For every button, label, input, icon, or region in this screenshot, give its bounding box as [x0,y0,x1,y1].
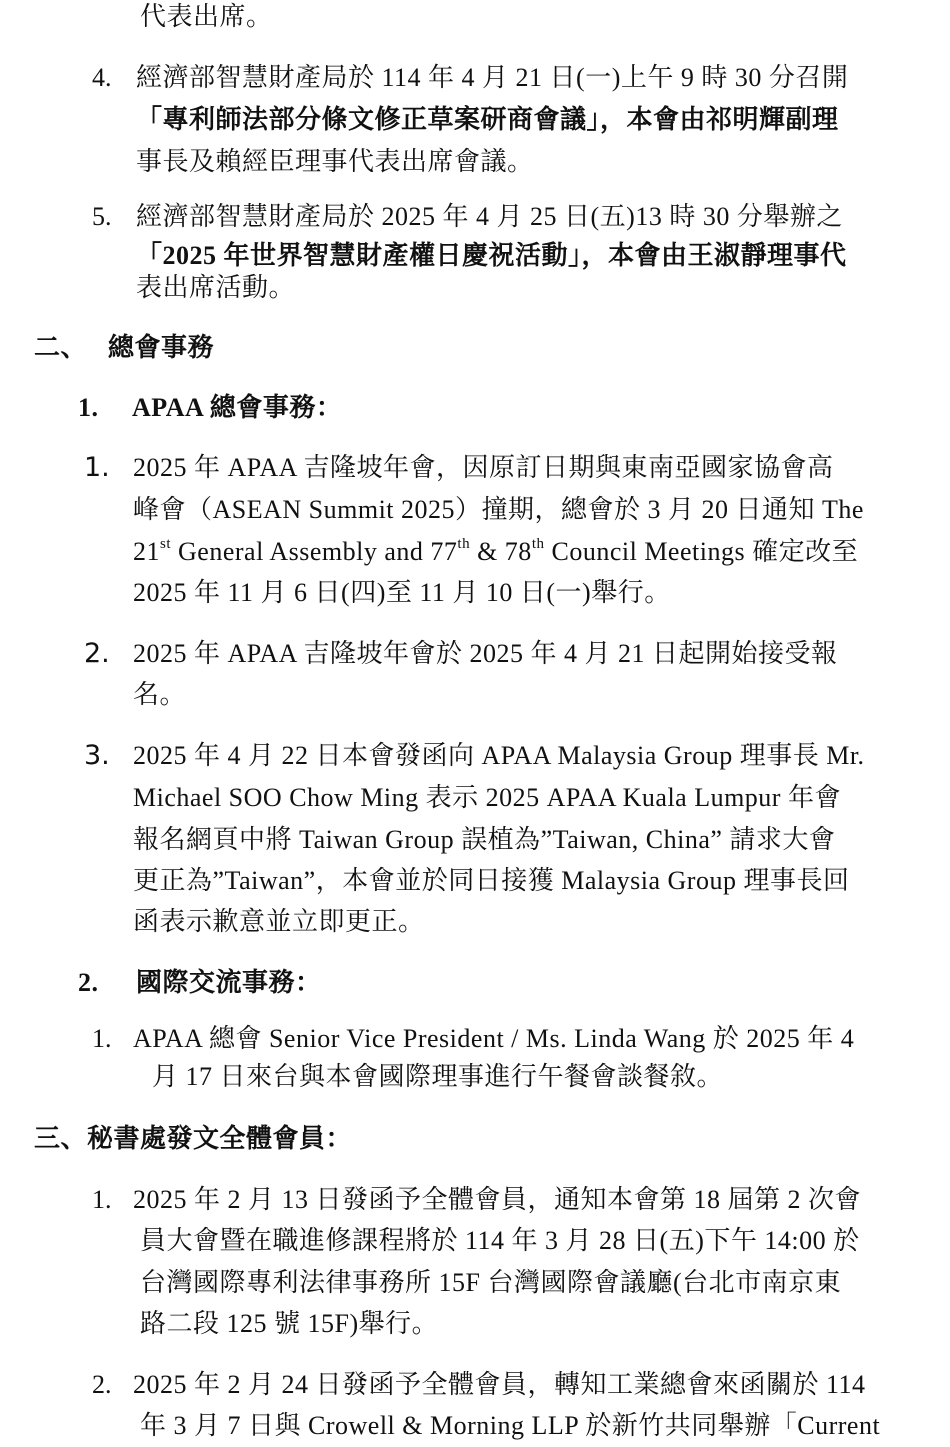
section-heading-number: 二、 [34,333,88,362]
list-item-line: 2025 年 11 月 6 日(四)至 11 月 10 日(一)舉行。 [133,578,671,607]
list-item-line: 月 17 日來台與本會國際理事進行午餐會談餐敘。 [152,1062,724,1091]
list-item-number: 2. [84,638,110,669]
list-item-line: 報名網頁中將 Taiwan Group 誤植為”Taiwan, China” 請求大會 [133,825,836,854]
list-item-line: 函表示歉意並立即更正。 [133,907,425,936]
list-item-number: 4. [92,63,112,92]
list-item-number: 1. [92,1185,112,1214]
list-item-line: 路二段 125 號 15F)舉行。 [140,1309,439,1338]
list-item-line: 表出席活動。 [136,273,296,302]
list-item-line: 峰會（ASEAN Summit 2025）撞期，總會於 3 月 20 日通知 The [133,495,864,524]
list-item-line: 經濟部智慧財產局於 2025 年 4 月 25 日(五)13 時 30 分舉辦之 [136,202,843,231]
list-item-line-bold: 「專利師法部分條文修正草案研商會議」，本會由祁明輝副理 [136,105,839,134]
list-item-line: Michael SOO Chow Ming 表示 2025 APAA Kuala Lumpur 年會 [133,783,841,812]
subsection-heading: 國際交流事務： [136,968,322,997]
list-item-line: 2025 年 4 月 22 日本會發函向 APAA Malaysia Group 理事長 Mr. [133,741,865,770]
continuation-line: 代表出席。 [140,2,273,31]
list-item-number: 5. [92,202,112,231]
section-heading: 總會事務 [108,333,215,362]
subsection-number: 1. [78,393,99,422]
list-item-line: 2025 年 2 月 13 日發函予全體會員，通知本會第 18 屆第 2 次會 [133,1185,862,1214]
list-item-line: 2025 年 APAA 吉隆坡年會於 2025 年 4 月 21 日起開始接受報 [133,639,838,668]
list-item-line: APAA 總會 Senior Vice President / Ms. Linda Wang 於 2025 年 4 [133,1024,855,1053]
list-item-line: 台灣國際專利法律事務所 15F 台灣國際會議廳(台北市南京東 [140,1268,842,1297]
list-item-line: 名。 [133,680,187,709]
list-item-line: 21st General Assembly and 77th & 78th Council Meetings 確定改至 [133,536,859,566]
list-item-line: 事長及賴經臣理事代表出席會議。 [136,147,534,176]
list-item-number: 1. [84,452,110,483]
list-item-line: 經濟部智慧財產局於 114 年 4 月 21 日(一)上午 9 時 30 分召開 [136,63,849,92]
list-item-line: 員大會暨在職進修課程將於 114 年 3 月 28 日(五)下午 14:00 於 [140,1226,860,1255]
list-item-line: 2025 年 APAA 吉隆坡年會，因原訂日期與東南亞國家協會高 [133,453,834,482]
list-item-line: 年 3 月 7 日與 Crowell & Morning LLP 於新竹共同舉辦「Current [140,1411,881,1440]
list-item-line: 2025 年 2 月 24 日發函予全體會員，轉知工業總會來函關於 114 [133,1370,866,1399]
list-item-number: 1. [92,1024,112,1053]
list-item-number: 3. [84,740,110,771]
subsection-heading: APAA 總會事務： [132,393,343,422]
list-item-number: 2. [92,1370,112,1399]
section-heading: 三、秘書處發文全體會員： [34,1124,353,1153]
list-item-line-bold: 「2025 年世界智慧財產權日慶祝活動」，本會由王淑靜理事代 [136,241,847,270]
subsection-number: 2. [78,968,99,997]
list-item-line: 更正為”Taiwan”，本會並於同日接獲 Malaysia Group 理事長回 [133,866,850,895]
